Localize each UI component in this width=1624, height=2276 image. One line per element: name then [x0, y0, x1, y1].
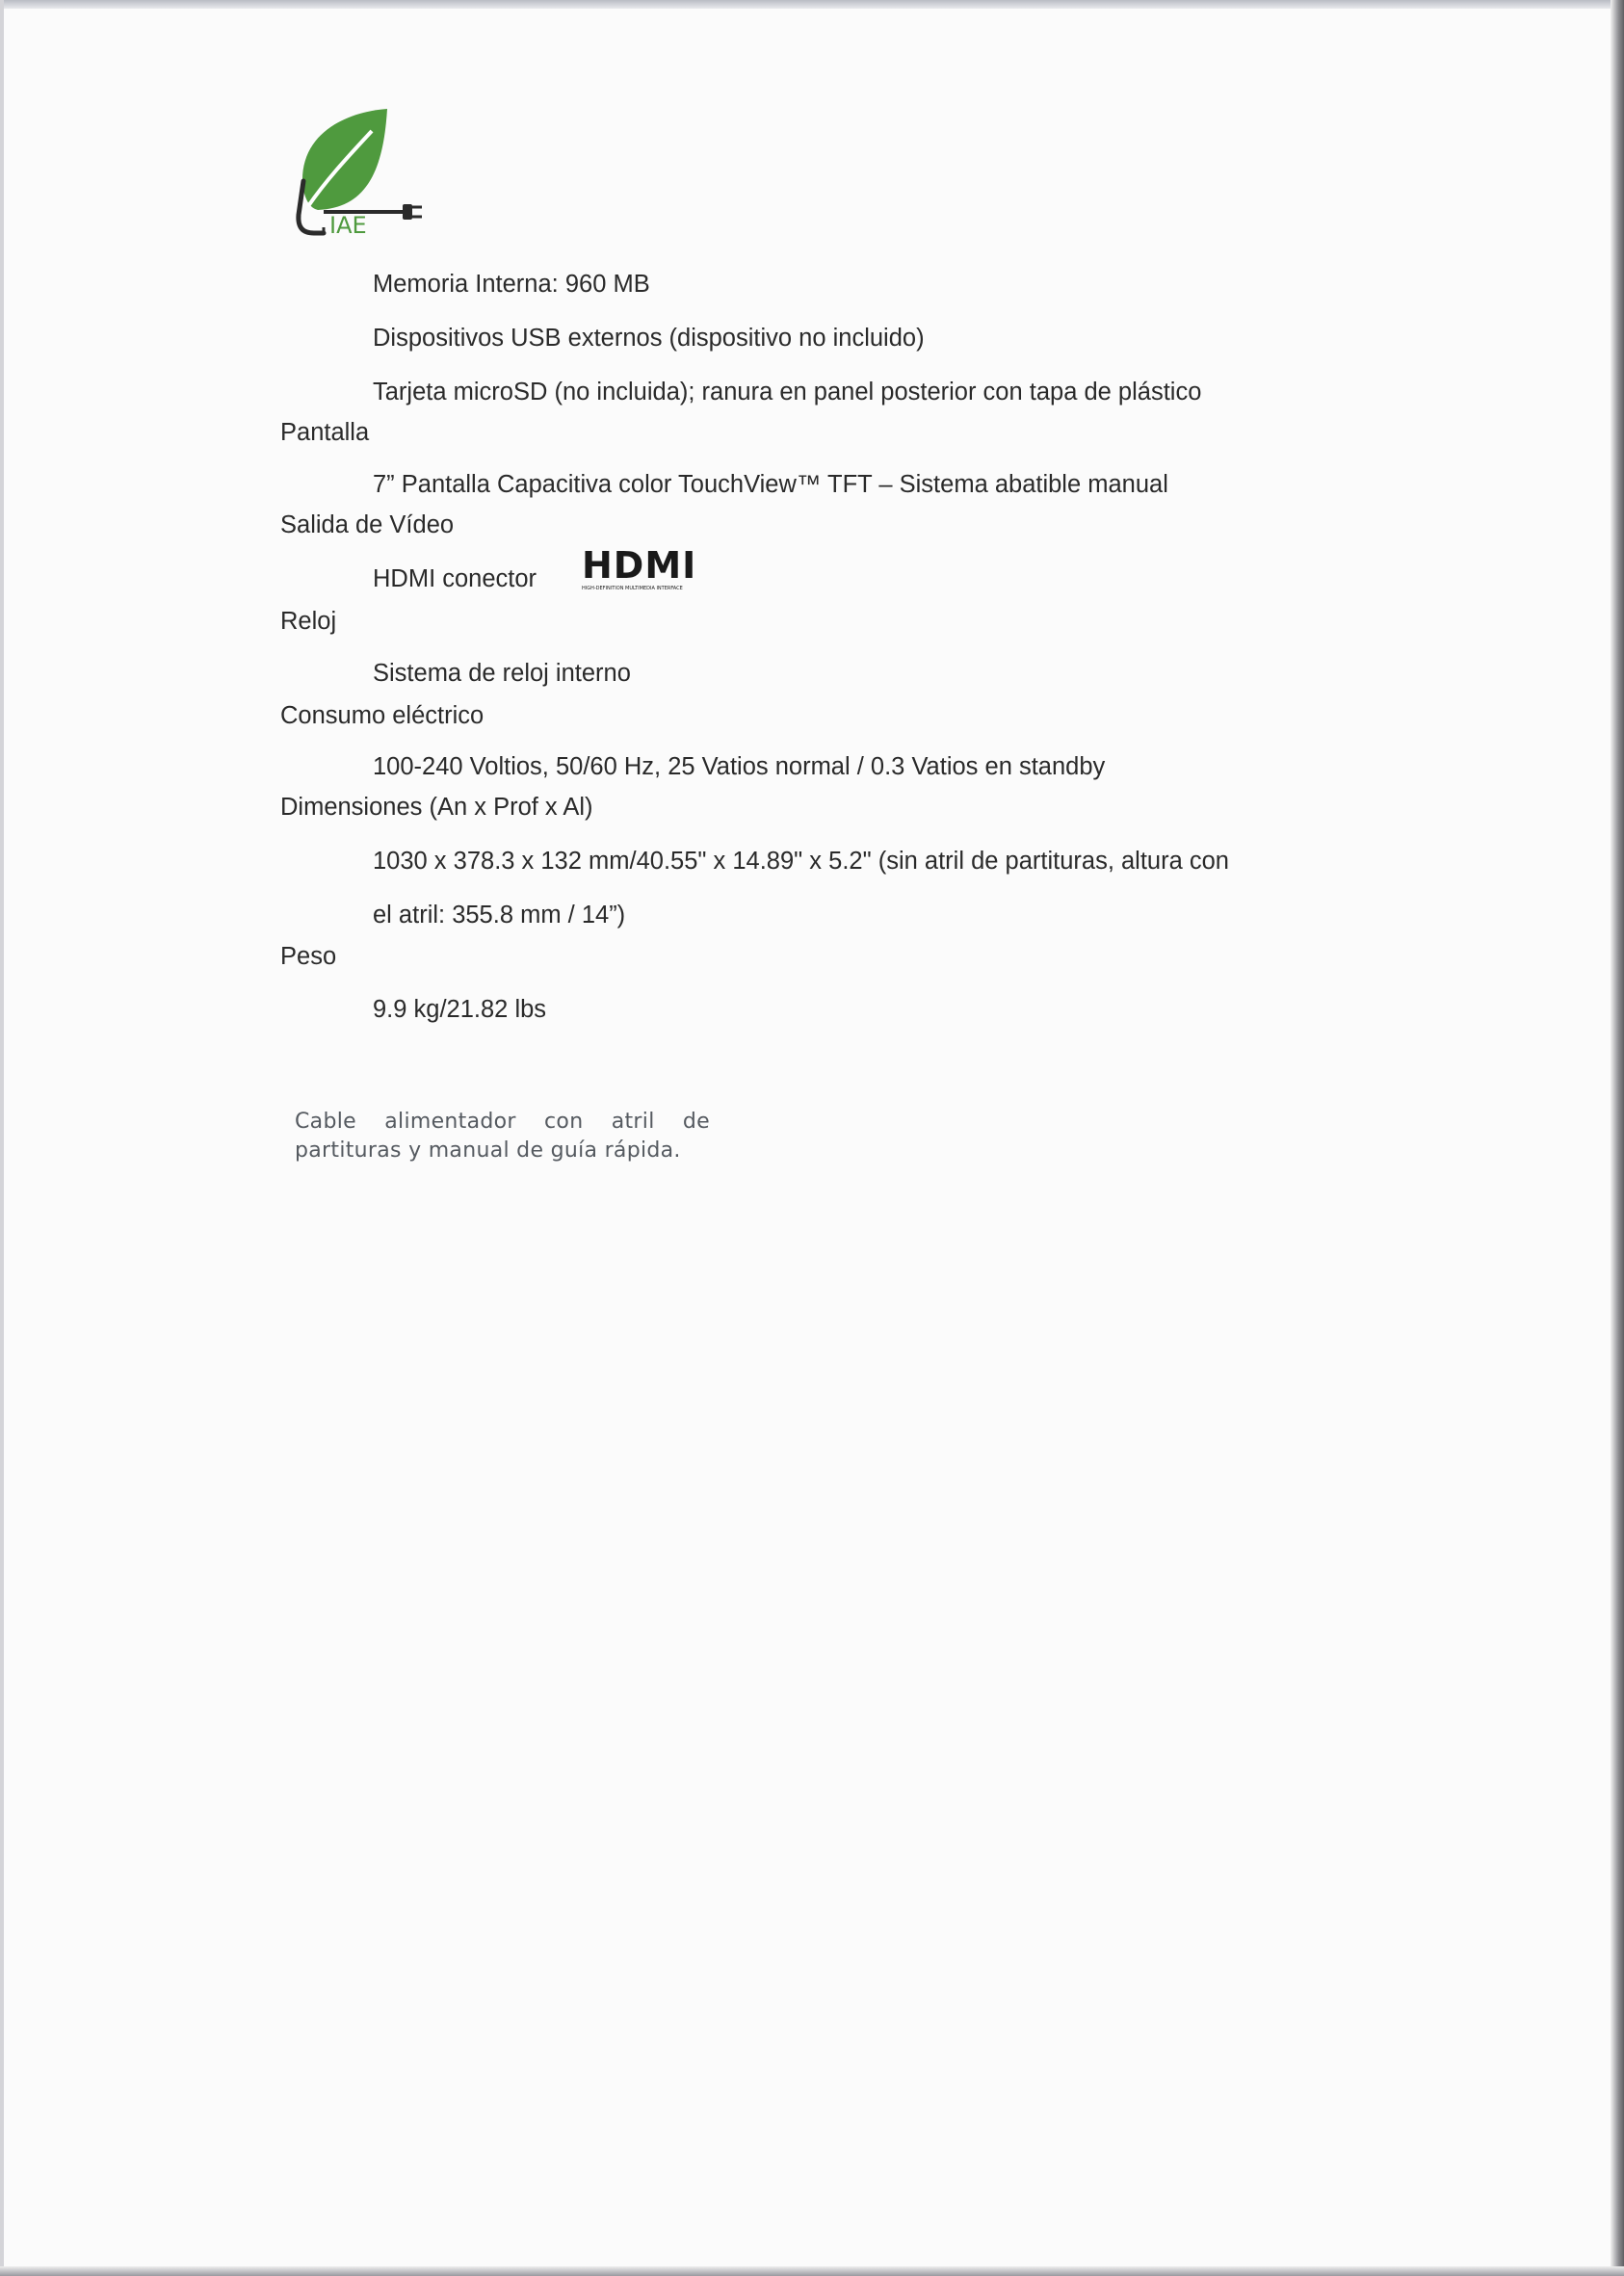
hdmi-logo-icon	[582, 547, 747, 593]
heading-pantalla: Pantalla	[280, 419, 370, 446]
spec-consumo: 100-240 Voltios, 50/60 Hz, 25 Vatios normal / 0.3 Vatios en standby	[373, 753, 1106, 780]
spec-pantalla: 7” Pantalla Capacitiva color TouchView™ TFT – Sistema abatible manual	[373, 471, 1168, 498]
heading-dimensiones: Dimensiones (An x Prof x Al)	[280, 794, 593, 821]
spec-dimensiones-line1: 1030 x 378.3 x 132 mm/40.55" x 14.89" x 5.2" (sin atril de partituras, altura con	[373, 848, 1229, 875]
spec-microsd: Tarjeta microSD (no incluida); ranura en panel posterior con tapa de plástico	[373, 379, 1202, 405]
included-accessories-note	[295, 1108, 710, 1165]
heading-salida-video: Salida de Vídeo	[280, 511, 455, 538]
iae-logo-text: IAE	[329, 212, 367, 239]
hdmi-logo-tagline: HIGH-DEFINITION MULTIMEDIA INTERFACE	[582, 586, 683, 591]
hdmi-logo-text: HDMI	[582, 547, 697, 587]
spec-reloj: Sistema de reloj interno	[373, 660, 631, 687]
spec-peso: 9.9 kg/21.82 lbs	[373, 996, 547, 1023]
spec-dimensiones-line2: el atril: 355.8 mm / 14”)	[373, 902, 626, 929]
scan-edge-left	[0, 0, 4, 2276]
scan-edge-right	[1611, 0, 1624, 2276]
iae-logo-icon	[289, 104, 433, 239]
heading-consumo: Consumo eléctrico	[280, 702, 485, 729]
scan-edge-bottom	[0, 2266, 1624, 2276]
spec-hdmi: HDMI conector	[373, 565, 537, 592]
heading-peso: Peso	[280, 943, 337, 970]
note-line-1: Cable alimentador con atril de	[295, 1110, 710, 1134]
note-line-2: partituras y manual de guía rápida.	[295, 1138, 681, 1163]
spec-usb: Dispositivos USB externos (dispositivo no incluido)	[373, 325, 925, 352]
scan-edge-top	[0, 0, 1624, 9]
heading-reloj: Reloj	[280, 608, 337, 635]
spec-memoria-interna: Memoria Interna: 960 MB	[373, 271, 650, 298]
